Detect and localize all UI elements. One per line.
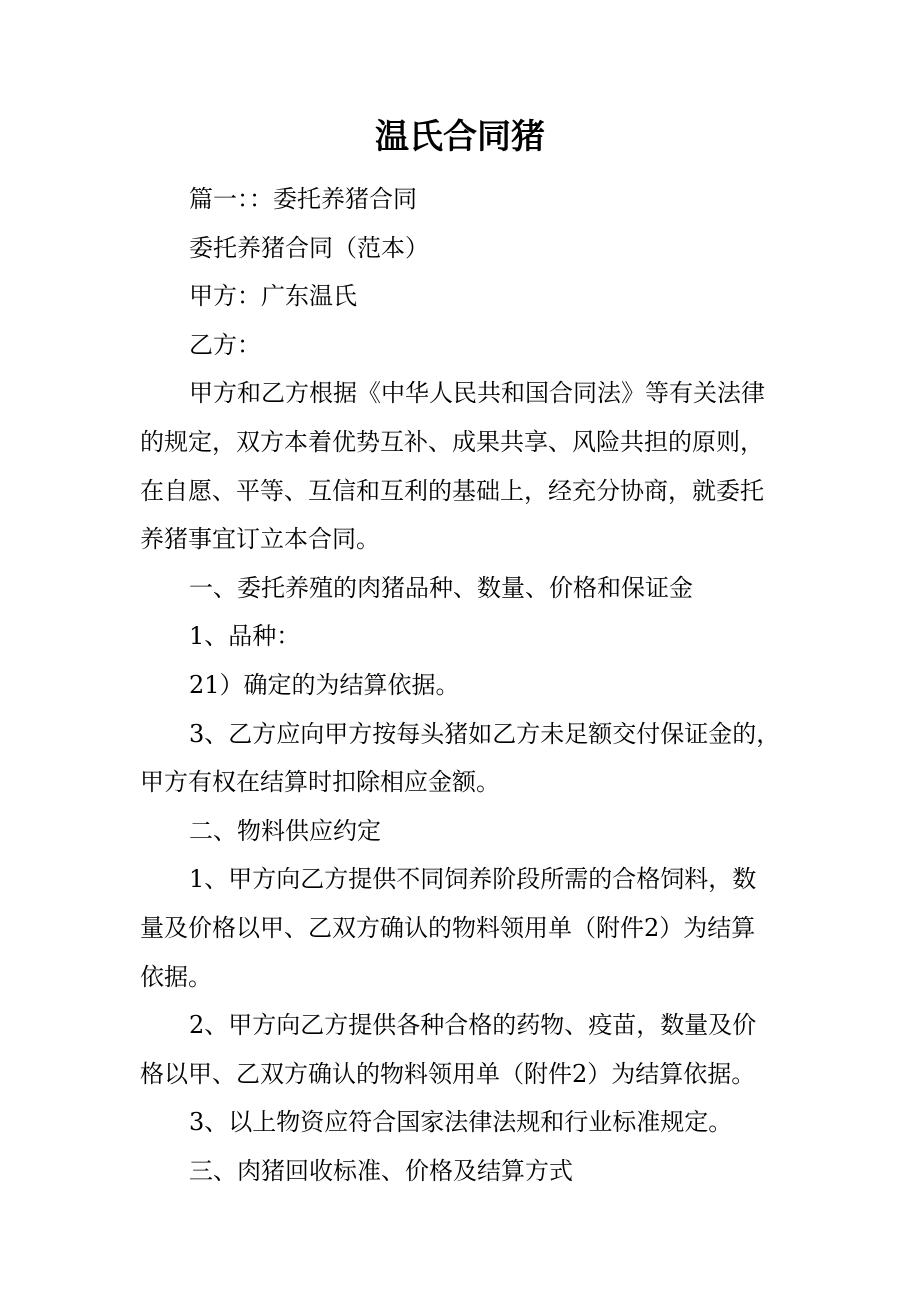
paragraph (140, 807, 820, 856)
paragraph (140, 272, 820, 321)
text-line: 乙方： (189, 330, 261, 359)
paragraph (140, 369, 820, 563)
text-line: 量及价格以甲、乙双方确认的物料领用单（附件2）为结算 (140, 913, 756, 942)
text-line: 1、甲方向乙方提供不同饲养阶段所需的合格饲料，数 (189, 865, 757, 894)
paragraph (140, 612, 820, 661)
paragraph (140, 1147, 820, 1196)
paragraph (140, 321, 820, 370)
text-line: 的规定，双方本着优势互补、成果共享、风险共担的原则， (140, 427, 764, 456)
text-line: 3、乙方应向甲方按每头猪如乙方未足额交付保证金的， (189, 719, 781, 748)
document-title: 温氏合同猪 (375, 117, 545, 157)
paragraph (140, 855, 820, 1001)
text-line: 三、肉猪回收标准、价格及结算方式 (189, 1156, 573, 1185)
text-line: 二、物料供应约定 (189, 816, 381, 845)
text-line: 21）确定的为结算依据。 (189, 670, 460, 699)
text-line: 甲方和乙方根据《中华人民共和国合同法》等有关法律 (189, 379, 765, 408)
text-line: 甲方：广东温氏 (189, 282, 357, 311)
text-line: 委托养猪合同（范本） (189, 233, 429, 262)
paragraph (140, 661, 820, 710)
text-line: 依据。 (140, 962, 212, 991)
text-line: 在自愿、平等、互信和互利的基础上，经充分协商，就委托 (140, 476, 764, 505)
paragraph (140, 224, 820, 273)
text-line: 格以甲、乙双方确认的物料领用单（附件2）为结算依据。 (140, 1059, 756, 1088)
text-line: 养猪事宜订立本合同。 (140, 525, 380, 554)
text-line: 2、甲方向乙方提供各种合格的药物、疫苗，数量及价 (189, 1011, 757, 1040)
document-body (140, 175, 820, 1195)
text-line: 1、品种： (189, 622, 301, 651)
paragraph (140, 1098, 820, 1147)
paragraph (140, 564, 820, 613)
text-line: 甲方有权在结算时扣除相应金额。 (140, 768, 500, 797)
paragraph (140, 175, 820, 224)
text-line: 一、委托养殖的肉猪品种、数量、价格和保证金 (189, 573, 693, 602)
paragraph (140, 1001, 820, 1098)
paragraph (140, 710, 820, 807)
text-line: 篇一：：委托养猪合同 (189, 185, 417, 213)
text-line: 3、以上物资应符合国家法律法规和行业标准规定。 (189, 1108, 733, 1137)
